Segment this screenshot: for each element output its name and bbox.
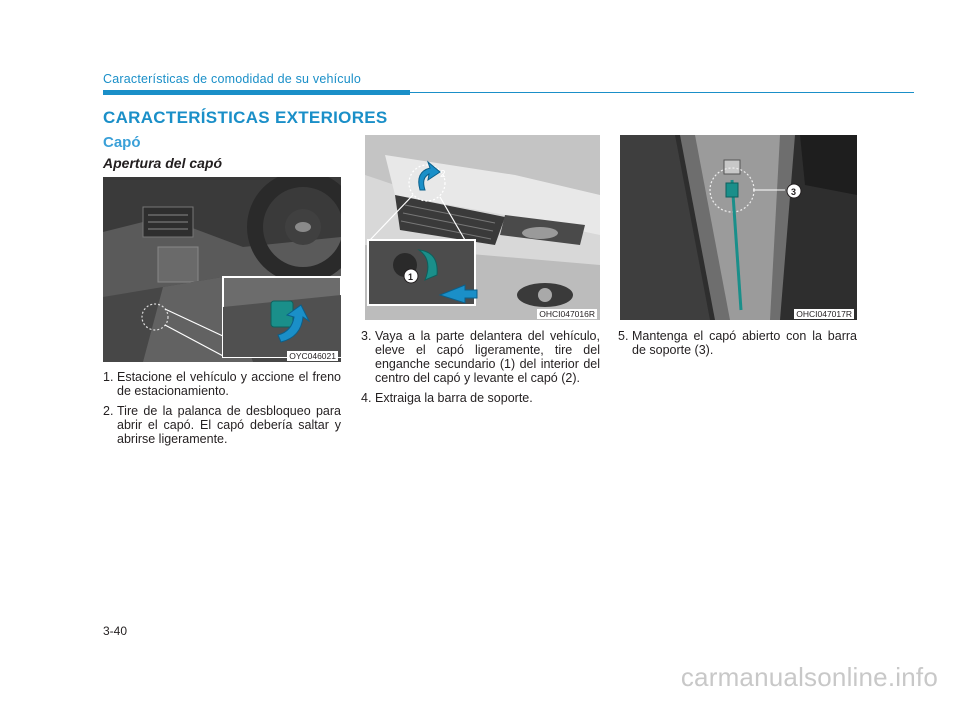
figure-hood-support-rod [620,135,857,320]
watermark: carmanualsonline.info [680,662,938,692]
step-text: Mantenga el capó abierto con la barra de soporte (3). [632,329,857,357]
step-text: Vaya a la parte delantera del vehículo, eleve el capó ligeramente, tire del enganche secundario (1) del interior del centro del capó y levante el capó (2). [375,329,600,385]
figure-code: OHCI047016R [539,309,595,319]
steps-column-1 [103,370,341,452]
step-number: 4. [361,391,372,405]
step-text: Extraiga la barra de soporte. [375,391,533,405]
topic-title: Apertura del capó [103,155,223,171]
car-front-illustration [365,135,600,320]
marker-1: 1 [408,272,414,282]
figure-hood-release-lever [103,177,341,362]
steps-column-2 [361,329,600,411]
step-text: Estacione el vehículo y accione el freno de estacionamiento. [117,370,341,398]
page-number: 3-40 [103,624,128,638]
list-item [618,329,857,357]
header-rule-thick [103,90,410,95]
list-item [361,391,600,405]
list-item [361,329,600,385]
header-rule-thin [410,92,914,93]
section-header: Características de comodidad de su vehículo [103,72,362,86]
marker-3: 3 [791,187,797,197]
steps-column-3 [618,329,857,363]
dashboard-illustration [103,177,341,362]
support-rod-illustration [620,135,857,320]
step-number: 5. [618,329,629,343]
list-item [103,370,341,398]
step-number: 2. [103,404,114,418]
figure-code: OHCI047017R [796,309,852,319]
step-number: 1. [103,370,114,384]
step-number: 3. [361,329,372,343]
marker-2: 2 [440,169,446,180]
page-title: CARACTERÍSTICAS EXTERIORES [103,108,388,127]
figure-hood-secondary-latch [365,135,600,320]
figure-code: OYC046021 [289,351,336,361]
step-text: Tire de la palanca de desbloqueo para abrir el capó. El capó debería saltar y abrirse ligeramente. [117,404,341,446]
list-item [103,404,341,446]
subsection-title: Capó [103,134,141,151]
